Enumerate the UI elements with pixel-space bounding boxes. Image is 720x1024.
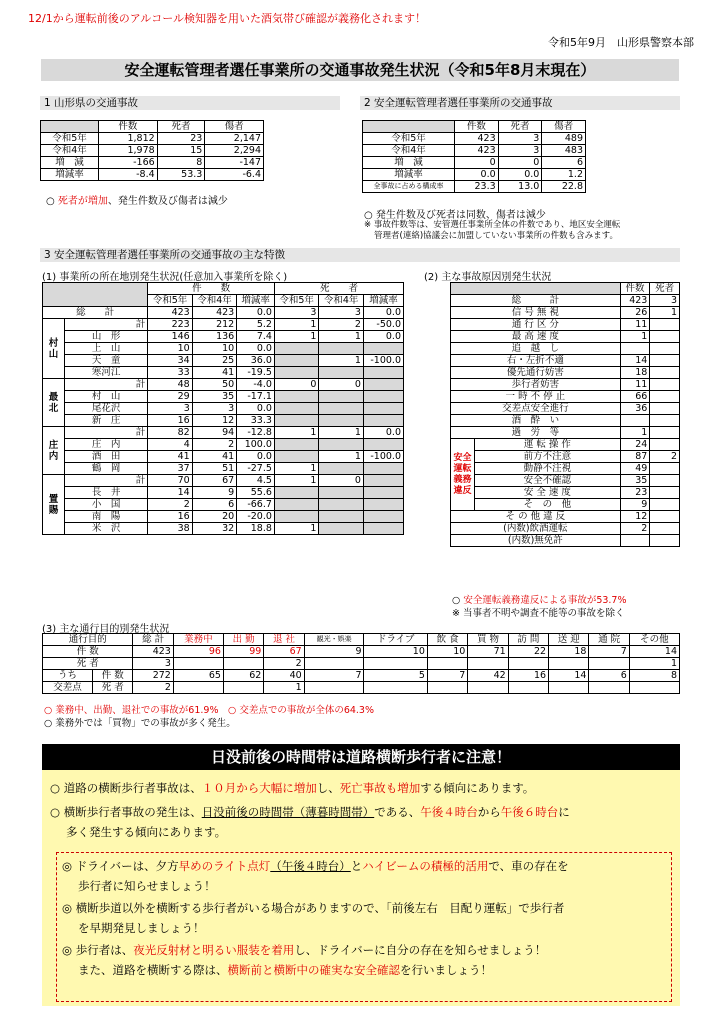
region-row: 小 国 2 6 -66.7	[43, 499, 404, 511]
purpose-note2: ○ 業務外では「買物」での事故が多く発生。	[44, 718, 236, 729]
cause-row: 過 労 等 1	[451, 427, 680, 439]
cause-row: (内数)無免許	[451, 535, 680, 547]
cause-note2: ※ 当事者不明や調査不能等の事故を除く	[452, 608, 625, 619]
region-row: 上 山 10 10 0.0	[43, 343, 404, 355]
cause-row: 優先通行妨害 18	[451, 367, 680, 379]
pedestrian-banner: 日没前後の時間帯は道路横断歩行者に注意！	[42, 744, 680, 770]
sub2-title: (2) 主な事故原因別発生状況	[424, 272, 552, 283]
region-row: 天 童 34 25 36.0 1 -100.0	[43, 355, 404, 367]
section1-title: 1 山形県の交通事故	[40, 96, 340, 110]
purpose-row: 件 数 423 96 99 67 9 10 10 71 22 18 7 14	[43, 646, 680, 658]
tip2b: を早期発見しましょう！	[78, 921, 205, 935]
sec1-note: ○ 死者が増加、発生件数及び傷者は減少	[46, 196, 228, 207]
cause-row: 安全運転義務違反 運 転 操 作 24	[451, 439, 680, 451]
cause-row: 安全不確認 35	[451, 475, 680, 487]
tip2: ◎ 横断歩道以外を横断する歩行者がいる場合がありますので、「前後左右 目配り運転」で歩行者	[62, 901, 565, 915]
tip3b: また、道路を横断する際は、横断前と横断中の確実な安全確認を行いましょう！	[78, 963, 492, 977]
purpose-sub-row: 交差点 死 者 2 1	[43, 682, 680, 694]
region-name: 庄内	[43, 427, 65, 475]
section2-title: 2 安全運転管理者選任事業所の交通事故	[360, 96, 680, 110]
safety-violation-label: 安全運転義務違反	[451, 439, 475, 511]
tip3: ◎ 歩行者は、夜光反射材と明るい服装を着用し、ドライバーに自分の存在を知らせましょう！	[62, 943, 547, 957]
cause-row: 最 高 速 度 1	[451, 331, 680, 343]
region-row: 尾花沢 3 3 0.0	[43, 403, 404, 415]
cause-row: 追 越 し	[451, 343, 680, 355]
notice-line1: ○ 道路の横断歩行者事故は、１０月から大幅に増加し、死亡事故も増加する傾向にあります。	[50, 781, 535, 795]
purpose-table: 通行目的 総 計 業務中 出 勤 退 社 観光・娯楽 ドライブ 飲 食 買 物 訪 問 送 迎 通 院 その他 件 数 423 96 99 67 9 10 10 71 22 18 7 14 死 者 3 2 1 うち 件 数 272 65 62 40 7 5 7 42 16 14 6 8 交差点 死 者 2 1	[42, 633, 680, 694]
region-table: 件 数 死 者 令和5年 令和4年 増減率 令和5年 令和4年 増減率 総 計 423 423 0.0 3 3 0.0 村山 計 223 212 5.2 1 2 -50.0 山 形 146 136 7.4 1 1 0.0 上 山 10 10 0.0 天 童 34 25 36.0 1 -100.0 寒河江 33 41 -19.5 最北 計 48 50 -4.0 0 0 村 山 29 35 -17.1 尾花沢 3 3 0.0 新 庄 16 12 33.3 庄内 計 82 94 -12.8 1 1 0.0 庄 内 4 2 100.0 酒 田 41 41 0.0 1 -100.0 鶴 岡 37 51 -27.5 1 置賜 計 70 67 4.5 1 0 長 井 14 9 55.6 小 国 2 6 -66.7 南 陽 16 20 -20.0 米 沢 38 32 18.8 1	[42, 282, 404, 535]
cause-row: 総 計 423 3	[451, 295, 680, 307]
purpose-sub-row: うち 件 数 272 65 62 40 7 5 7 42 16 14 6 8	[43, 670, 680, 682]
purpose-row: 死 者 3 2 1	[43, 658, 680, 670]
region-row: 米 沢 38 32 18.8 1	[43, 523, 404, 535]
region-row: 置賜 計 70 67 4.5 1 0	[43, 475, 404, 487]
cause-row: 通 行 区 分 11	[451, 319, 680, 331]
region-row: 南 陽 16 20 -20.0	[43, 511, 404, 523]
cause-row: そ の 他 9	[451, 499, 680, 511]
sub1-title: (1) 事業所の所在地別発生状況(任意加入事業所を除く)	[42, 272, 288, 283]
region-row: 鶴 岡 37 51 -27.5 1	[43, 463, 404, 475]
cause-row: (内数)飲酒運転 2	[451, 523, 680, 535]
cause-row: 動静不注視 49	[451, 463, 680, 475]
cause-row: 右・左折不適 14	[451, 355, 680, 367]
sec2-note2: ※ 事故件数等は、安管選任事業所全体の件数であり、地区安全運転	[364, 220, 621, 230]
notice-line2b: 多く発生する傾向にあります。	[66, 825, 227, 839]
cause-row: 一 時 不 停 止 66	[451, 391, 680, 403]
region-row: 庄内 計 82 94 -12.8 1 1 0.0	[43, 427, 404, 439]
tip1: ◎ ドライバーは、夕方早めのライト点灯（午後４時台）とハイビームの積極的活用で、車の存在を	[62, 859, 569, 873]
cause-row: 前方不注意 87 2	[451, 451, 680, 463]
purpose-note1: ○ 業務中、出勤、退社での事故が61.9% ○ 交差点での事故が全体の64.3%	[44, 705, 375, 716]
region-row: 村 山 29 35 -17.1	[43, 391, 404, 403]
region-name: 村山	[43, 319, 65, 379]
alert-text: 12/1から運転前後のアルコール検知器を用いた酒気帯び確認が義務化されます！	[28, 12, 427, 25]
sec2-note1: ○ 発生件数及び死者は同数、傷者は減少	[364, 210, 546, 221]
date-line: 令和5年9月 山形県警察本部	[548, 36, 694, 49]
sec2-note3: 管理者(連絡)協議会に加盟していない事業所の件数も含みます。	[374, 231, 618, 241]
sub3-title: (3) 主な通行目的別発生状況	[42, 624, 170, 635]
region-name: 置賜	[43, 475, 65, 535]
cause-row: 交差点安全進行 36	[451, 403, 680, 415]
region-row: 山 形 146 136 7.4 1 1 0.0	[43, 331, 404, 343]
cause-row: 酒 酔 い	[451, 415, 680, 427]
section3-title: 3 安全運転管理者選任事業所の交通事故の主な特徴	[40, 248, 680, 262]
region-row: 酒 田 41 41 0.0 1 -100.0	[43, 451, 404, 463]
sec2-table: 件数 死者 傷者 令和5年 423 3 489 令和4年 423 3 483 増 減 0 0 6 増減率 0.0 0.0 1.2 全事故に占める構成率 23.3 13.0 22.8	[362, 120, 586, 193]
region-row: 村山 計 223 212 5.2 1 2 -50.0	[43, 319, 404, 331]
region-row: 庄 内 4 2 100.0	[43, 439, 404, 451]
cause-row: そ の 他 違 反 12	[451, 511, 680, 523]
cause-row: 信 号 無 視 26 1	[451, 307, 680, 319]
sec1-table: 件数 死者 傷者 令和5年 1,812 23 2,147 令和4年 1,978 15 2,294 増 減 -166 8 -147 増減率 -8.4 53.3 -6.4	[40, 120, 264, 181]
cause-row: 安 全 速 度 23	[451, 487, 680, 499]
cause-note1: ○ 安全運転義務違反による事故が53.7%	[452, 595, 627, 606]
tip1b: 歩行者に知らせましょう！	[78, 879, 216, 893]
region-row: 長 井 14 9 55.6	[43, 487, 404, 499]
notice-line2: ○ 横断歩行者事故の発生は、日没前後の時間帯（薄暮時間帯）である、午後４時台から午後６時台に	[50, 805, 570, 819]
page-title: 安全運転管理者選任事業所の交通事故発生状況（令和5年8月末現在）	[40, 58, 680, 82]
cause-table: 件数 死者 総 計 423 3 信 号 無 視 26 1 通 行 区 分 11 最 高 速 度 1 追 越 し 右・左折不適 14 優先通行妨害 18 歩行者妨害 11 一 時 不 停 止 66 交差点安全進行 36 酒 酔 い 過 労 等 1 安全運転義務違反 運 転 操 作 24 前方不注意 87 2 動静不注視 49 安全不確認 35 安 全 速 度 23 そ の 他 9 そ の 他 違 反 12 (内数)飲酒運転 2 (内数)無免許	[450, 282, 680, 547]
region-name: 最北	[43, 379, 65, 427]
region-row: 最北 計 48 50 -4.0 0 0	[43, 379, 404, 391]
region-row: 新 庄 16 12 33.3	[43, 415, 404, 427]
region-row: 寒河江 33 41 -19.5	[43, 367, 404, 379]
cause-row: 歩行者妨害 11	[451, 379, 680, 391]
